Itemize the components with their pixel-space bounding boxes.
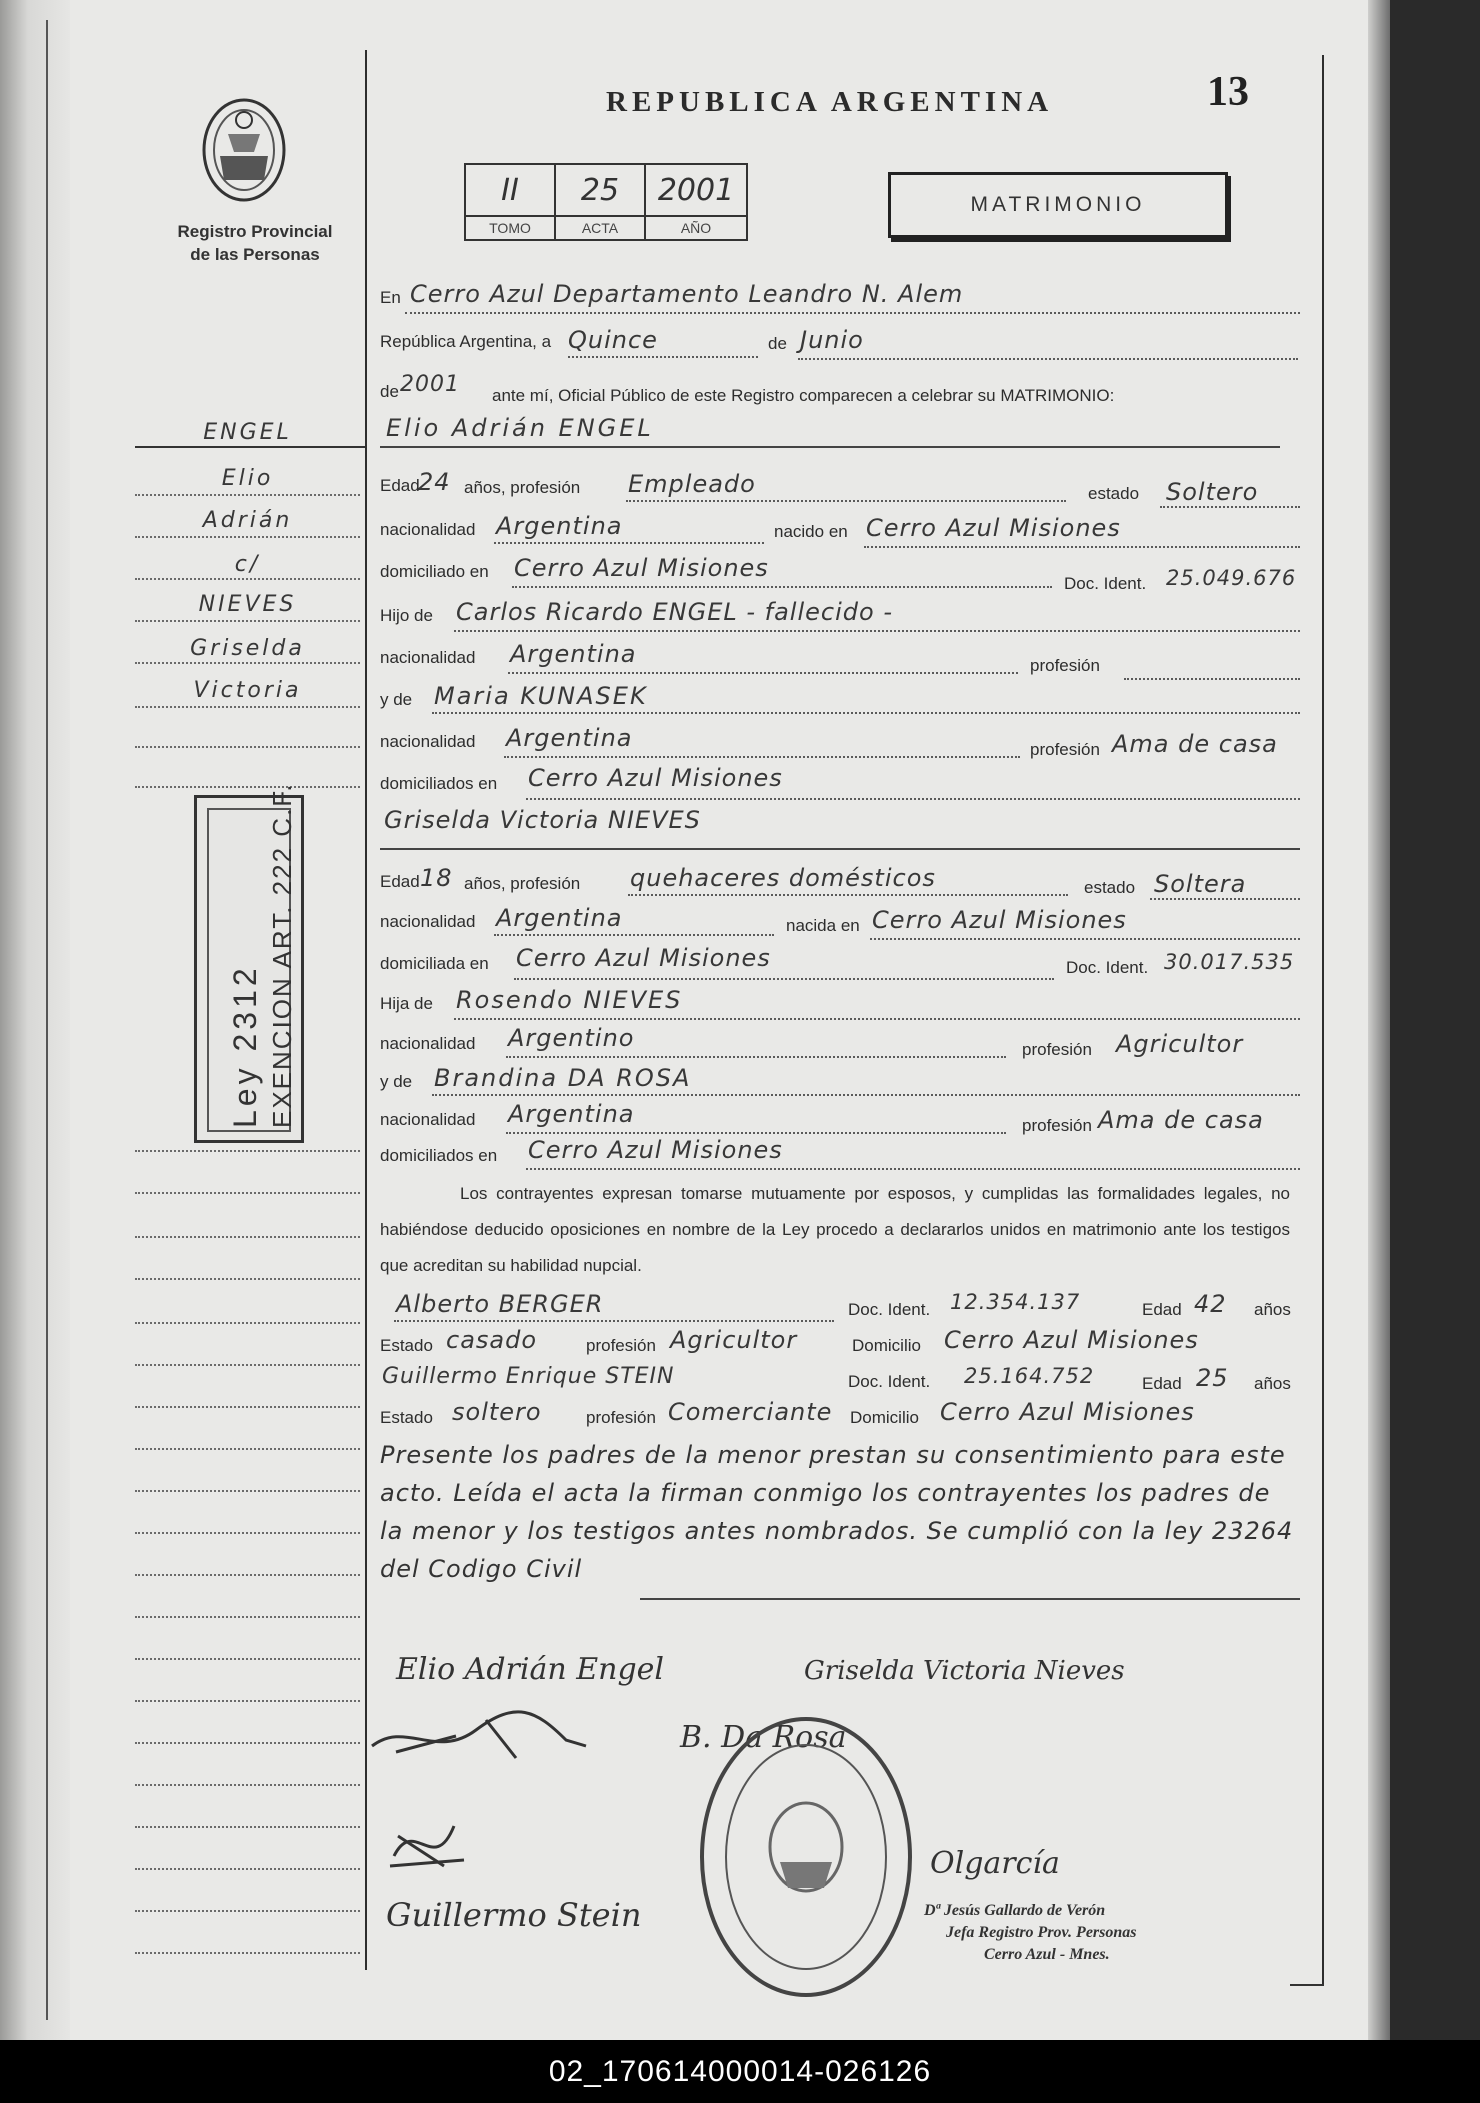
signature-scribble-icon <box>366 1700 596 1770</box>
domiciliado-label: domiciliado en <box>380 562 489 581</box>
margin-name: Elio <box>221 466 274 491</box>
edad-label: Edad <box>380 872 420 891</box>
stamp-exemption: EXENCION ART. 222 C.F. <box>267 782 297 1128</box>
official-name: Dª Jesús Gallardo de Verón <box>924 1902 1106 1919</box>
margin-line <box>135 1364 360 1366</box>
domiciliados-label: domiciliados en <box>380 1146 498 1165</box>
witness1-estado: casado <box>446 1326 538 1354</box>
bride-estado: Soltera <box>1154 870 1247 898</box>
tomo-acta-ano-table <box>464 163 748 241</box>
notes-end-line <box>640 1598 1300 1600</box>
tomo-value: II <box>465 164 555 216</box>
anos-label: años <box>1254 1374 1291 1393</box>
signature-witness2: Guillermo Stein <box>386 1896 642 1934</box>
doc-label: Doc. Ident. <box>848 1300 931 1319</box>
en-label: En <box>380 288 401 307</box>
bride-father-prof: Agricultor <box>1116 1030 1244 1058</box>
witness2-name: Guillermo Enrique STEIN <box>382 1364 675 1389</box>
scan-right-edge <box>1368 0 1480 2040</box>
signature-mark-icon <box>384 1816 474 1876</box>
bride-mother-line <box>432 1094 1300 1096</box>
ano-label: AÑO <box>645 216 747 240</box>
margin-name: Adrián <box>202 508 293 533</box>
ano-value: 2001 <box>645 164 747 216</box>
bride-doc: 30.017.535 <box>1164 950 1295 974</box>
bottom-rule <box>1290 1984 1324 1986</box>
place-line <box>405 312 1300 314</box>
hija-label: Hija de <box>380 994 433 1013</box>
groom-born: Cerro Azul Misiones <box>866 514 1121 542</box>
margin-line <box>135 1192 360 1194</box>
margin-line <box>135 662 360 664</box>
groom-nationality: Argentina <box>496 512 623 540</box>
bride-born: Cerro Azul Misiones <box>872 906 1127 934</box>
exemption-stamp <box>194 782 304 1143</box>
margin-name: c/ <box>234 552 261 577</box>
groom-father-prof-line <box>1124 678 1300 680</box>
bride-estado-line <box>1150 898 1300 900</box>
de-label: de <box>768 334 787 353</box>
signature-official: Olgarcía <box>930 1846 1060 1881</box>
declaration-text: Los contrayentes expresan tomarse mutuamente por esposos, y cumplidas las formalidades legales, no habiéndose deducido oposiciones en nombre de la Ley procedo a declararlos unidos en matrimonio ante los testigos que acreditan su habilidad nupcial. <box>380 1184 1290 1275</box>
bride-age: 18 <box>420 864 453 892</box>
margin-top-rule <box>135 446 365 448</box>
handwritten-notes: Presente los padres de la menor prestan su consentimiento para este acto. Leída el acta la firman conmigo los contrayentes los padres de la menor y los testigos antes nombrados. Se cumplió con la ley 23264 del Codigo Civil <box>380 1441 1294 1583</box>
groom-father-nat-line <box>508 672 1018 674</box>
doc-label: Doc. Ident. <box>848 1372 931 1391</box>
nacionalidad-label: nacionalidad <box>380 732 476 751</box>
margin-line <box>135 1616 360 1618</box>
nacida-label: nacida en <box>786 916 860 935</box>
hijo-label: Hijo de <box>380 606 433 625</box>
signature-bride: Griselda Victoria Nieves <box>804 1656 1125 1686</box>
domiciliados-label: domiciliados en <box>380 774 498 793</box>
margin-line <box>135 1868 360 1870</box>
witness2-doc: 25.164.752 <box>964 1364 1095 1388</box>
margin-name: Victoria <box>193 678 302 703</box>
margin-line <box>135 786 360 788</box>
groom-born-line <box>864 546 1300 548</box>
witness2-profession: Comerciante <box>668 1398 833 1426</box>
margin-line <box>135 1784 360 1786</box>
place-value: Cerro Azul Departamento Leandro N. Alem <box>410 280 964 308</box>
groom-doc: 25.049.676 <box>1166 566 1297 590</box>
groom-mother-line <box>432 712 1300 714</box>
margin-line <box>135 1236 360 1238</box>
right-border <box>1322 55 1324 1985</box>
bride-profession-line <box>628 894 1068 896</box>
signature-bride-mother: B. Da Rosa <box>680 1720 847 1755</box>
groom-father-line <box>454 630 1300 632</box>
margin-line <box>135 1826 360 1828</box>
profesion-label: profesión <box>586 1336 656 1355</box>
margin-line <box>135 536 360 538</box>
margin-line <box>135 1490 360 1492</box>
margin-line <box>135 1278 360 1280</box>
bride-profession: quehaceres domésticos <box>630 864 936 892</box>
document-type-box: MATRIMONIO <box>888 172 1228 238</box>
groom-mother-nat: Argentina <box>506 724 633 752</box>
margin-line <box>135 1532 360 1534</box>
estado-label: estado <box>1084 878 1136 897</box>
bride-mother-prof: Ama de casa <box>1098 1106 1264 1134</box>
header-title: REPUBLICA ARGENTINA <box>606 86 1054 118</box>
groom-domicile: Cerro Azul Misiones <box>514 554 769 582</box>
profesion-label: años, profesión <box>464 874 581 893</box>
column-divider <box>365 50 367 1970</box>
nacionalidad-label: nacionalidad <box>380 648 476 667</box>
margin-line <box>135 1448 360 1450</box>
year-value: 2001 <box>400 372 460 397</box>
margin-line <box>135 620 360 622</box>
margin-line <box>135 706 360 708</box>
witness1-age: 42 <box>1194 1290 1227 1318</box>
bride-dom-line <box>514 978 1054 980</box>
groom-parents-dom-line <box>526 798 1300 800</box>
groom-mother-prof: Ama de casa <box>1112 730 1278 758</box>
binding-line <box>46 20 48 2020</box>
profesion-label: años, profesión <box>464 478 581 497</box>
bride-nat-line <box>494 934 774 936</box>
official-title: Jefa Registro Prov. Personas <box>946 1924 1137 1941</box>
stamp-law: Ley 2312 <box>227 964 263 1128</box>
groom-estado-line <box>1160 506 1300 508</box>
day-line <box>568 356 758 358</box>
witness2-age: 25 <box>1196 1364 1229 1392</box>
groom-mother: Maria KUNASEK <box>434 682 648 710</box>
domicilio-label: Domicilio <box>850 1408 919 1427</box>
groom-father-nat: Argentina <box>510 640 637 668</box>
estado-label: Estado <box>380 1336 433 1355</box>
bride-name-line <box>380 848 1300 850</box>
acta-value: 25 <box>555 164 645 216</box>
witness1-profession: Agricultor <box>670 1326 798 1354</box>
registry-seal-icon <box>198 94 290 206</box>
year-prefix: de <box>380 382 399 401</box>
estado-label: estado <box>1088 484 1140 503</box>
groom-name: Elio Adrián ENGEL <box>386 414 654 442</box>
witness1-name: Alberto BERGER <box>396 1290 604 1318</box>
edad-label: Edad <box>1142 1300 1182 1319</box>
anos-label: años <box>1254 1300 1291 1319</box>
bride-father: Rosendo NIEVES <box>456 986 683 1014</box>
registry-line1: Registro Provincial <box>177 222 333 241</box>
acta-label: ACTA <box>555 216 645 240</box>
binding-edge <box>0 0 70 2040</box>
bride-mother: Brandina DA ROSA <box>434 1064 692 1092</box>
groom-dom-line <box>512 586 1052 588</box>
margin-surname: ENGEL <box>203 420 292 445</box>
month-value: Junio <box>800 326 864 354</box>
signature-groom: Elio Adrián Engel <box>396 1652 665 1687</box>
profesion-label: profesión <box>1022 1040 1092 1059</box>
margin-line <box>135 1406 360 1408</box>
bride-mother-nat: Argentina <box>508 1100 635 1128</box>
official-signature-block <box>924 1900 1137 1966</box>
month-line <box>798 358 1298 360</box>
domiciliada-label: domiciliada en <box>380 954 489 973</box>
nacionalidad-label: nacionalidad <box>380 1034 476 1053</box>
margin-name: Griselda <box>190 636 305 661</box>
margin-line <box>135 578 360 580</box>
groom-nat-line <box>494 542 764 544</box>
groom-name-line <box>380 446 1280 448</box>
groom-parents-dom: Cerro Azul Misiones <box>528 764 783 792</box>
registry-round-stamp-icon <box>696 1712 916 2002</box>
profesion-label: profesión <box>1030 740 1100 759</box>
bride-father-nat-line <box>506 1056 1006 1058</box>
witness2-estado: soltero <box>452 1398 542 1426</box>
bride-domicile: Cerro Azul Misiones <box>516 944 771 972</box>
margin-line <box>135 1322 360 1324</box>
registry-label <box>150 220 360 266</box>
margin-line <box>135 1658 360 1660</box>
profesion-label: profesión <box>1030 656 1100 675</box>
tomo-label: TOMO <box>465 216 555 240</box>
edad-label: Edad <box>380 476 420 495</box>
nacionalidad-label: nacionalidad <box>380 520 476 539</box>
bride-father-line <box>454 1018 1300 1020</box>
margin-name: NIEVES <box>198 592 297 617</box>
bride-nationality: Argentina <box>496 904 623 932</box>
bride-mother-nat-line <box>506 1132 1006 1134</box>
intro-text: ante mí, Oficial Público de este Registro comparecen a celebrar su MATRIMONIO: <box>492 386 1115 405</box>
margin-line <box>135 1910 360 1912</box>
groom-father: Carlos Ricardo ENGEL - fallecido - <box>456 598 893 626</box>
groom-mother-nat-line <box>504 756 1020 758</box>
margin-line <box>135 1700 360 1702</box>
witness1-doc: 12.354.137 <box>950 1290 1081 1314</box>
margin-line <box>135 1150 360 1152</box>
edad-label: Edad <box>1142 1374 1182 1393</box>
yde-label: y de <box>380 690 413 709</box>
estado-label: Estado <box>380 1408 433 1427</box>
profesion-label: profesión <box>1022 1116 1092 1135</box>
bride-name: Griselda Victoria NIEVES <box>384 806 701 834</box>
margin-line <box>135 1742 360 1744</box>
doc-label: Doc. Ident. <box>1064 574 1147 593</box>
bride-born-line <box>870 938 1300 940</box>
bride-parents-dom-line <box>526 1168 1300 1170</box>
margin-line <box>135 494 360 496</box>
groom-estado: Soltero <box>1166 478 1259 506</box>
witness1-name-line <box>394 1320 834 1322</box>
domicilio-label: Domicilio <box>852 1336 921 1355</box>
doc-label: Doc. Ident. <box>1066 958 1149 977</box>
margin-line <box>135 1952 360 1954</box>
registry-line2: de las Personas <box>190 245 320 264</box>
groom-profession: Empleado <box>628 470 756 498</box>
groom-age: 24 <box>418 468 451 496</box>
bride-parents-dom: Cerro Azul Misiones <box>528 1136 783 1164</box>
nacionalidad-label: nacionalidad <box>380 912 476 931</box>
nacido-label: nacido en <box>774 522 848 541</box>
file-id-footer: 02_170614000014-026126 <box>0 2040 1480 2103</box>
official-location: Cerro Azul - Mnes. <box>984 1946 1110 1963</box>
witness2-domicile: Cerro Azul Misiones <box>940 1398 1195 1426</box>
day-value: Quince <box>568 326 658 354</box>
margin-line <box>135 746 360 748</box>
profesion-label: profesión <box>586 1408 656 1427</box>
republica-label: República Argentina, a <box>380 332 552 351</box>
groom-profession-line <box>626 500 1066 502</box>
margin-line <box>135 1574 360 1576</box>
yde-label: y de <box>380 1072 413 1091</box>
witness1-domicile: Cerro Azul Misiones <box>944 1326 1199 1354</box>
page-number: 13 <box>1207 69 1249 115</box>
bride-father-nat: Argentino <box>508 1024 635 1052</box>
nacionalidad-label: nacionalidad <box>380 1110 476 1129</box>
